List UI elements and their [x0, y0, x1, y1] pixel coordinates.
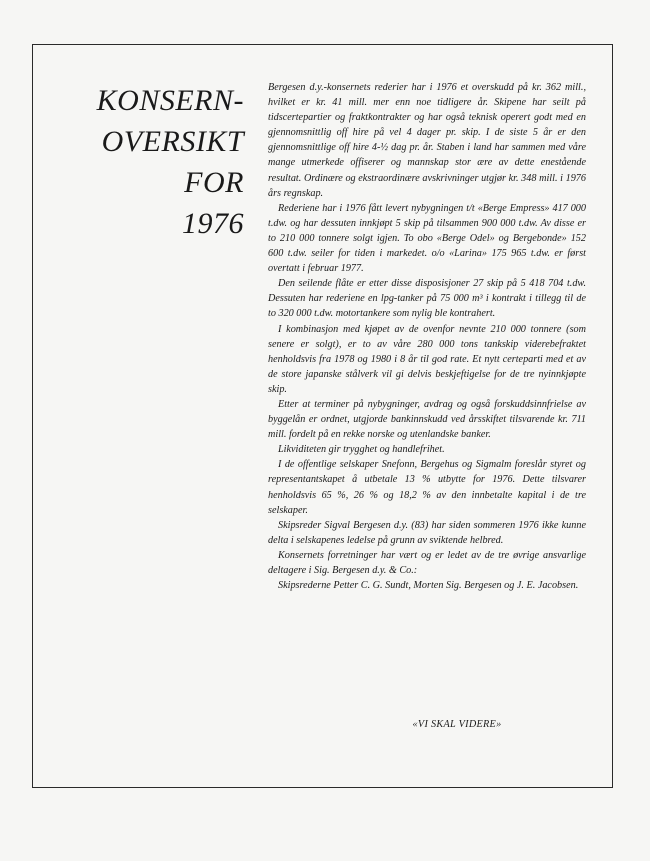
heading-line-3: FOR — [184, 166, 244, 199]
paragraph-owner-health: Skipsreder Sigval Bergesen d.y. (83) har siden sommeren 1976 ikke kunne delta i selskapenes ledelse på grunn av sviktende helbred. — [268, 519, 586, 546]
paragraph-shipowners: Skipsrederne Petter C. G. Sundt, Morten Sig. Bergesen og J. E. Jacobsen. — [278, 580, 579, 592]
paragraph-results: Bergesen d.y.-konsernets rederier har i 1976 et overskudd på kr. 362 mill., hvilket er kr. 41 mill. mer enn noe tidligere år. Skipene har seilt på tidscertepartier og fraktkontrakter og har også teknisk operert godt med en gjennomsnittlig off hire på vel 4 dager pr. skip. I de siste 5 år er den gjennomsnittlige off hire 4-½ dag pr. år. Staben i land har sammen med våre mange utmerkede offiserer og mannskap stor ære av dette enestående resultat. Ordinære og ekstraordinære avskrivninger utgjør kr. 348 mill. i 1976 års regnskap. — [268, 82, 586, 199]
body-text — [268, 80, 586, 593]
heading-line-1: KONSERN- — [96, 84, 244, 117]
heading-line-4: 1976 — [182, 207, 244, 240]
paragraph-liquidity: Likviditeten gir trygghet og handlefrihet. — [278, 444, 445, 456]
paragraph-management: Konsernets forretninger har vært og er ledet av de tre øvrige ansvarlige deltagere i Sig. Bergesen d.y. & Co.: — [268, 549, 586, 576]
motto: «VI SKAL VIDERE» — [412, 719, 502, 730]
paragraph-dividends: I de offentlige selskaper Snefonn, Bergehus og Sigmalm foreslår styret og representantskapet å utbetale 13 % utbytte for 1976. Dette tilsvarer henholdsvis 65 %, 26 % og 18,2 % av den innbetalte kapital i de tre selskaper. — [268, 459, 586, 516]
section-heading — [54, 80, 244, 244]
paragraph-charters: I kombinasjon med kjøpet av de ovenfor nevnte 210 000 tonnere (som senere er solgt), er to av våre 280 000 tons tankskip viderebefraktet henholdsvis fra 1978 og 1980 i 8 år til god rate. Et nytt certeparti med et av de store japanske stålverk vil gi delvis beskjeftigelse for de tre nyinnkjøpte skip. — [268, 323, 586, 395]
heading-line-2: OVERSIKT — [101, 125, 244, 158]
paragraph-fleet-acquisitions: Rederiene har i 1976 fått levert nybygningen t/t «Berge Empress» 417 000 t.dw. og har dessuten innkjøpt 5 skip på tilsammen 900 000 t.dw. Av disse er to 210 000 tonnere solgt igjen. To obo «Berge Odel» og Bergebonde» 152 600 t.dw. seiler for tiden i markedet. o/o «Larina» 175 965 t.dw. er først overtatt i februar 1977. — [268, 202, 586, 275]
paragraph-bank-deposits: Etter at terminer på nybygninger, avdrag og også forskuddsinnfrielse av byggelån er ordnet, utgjorde bankinnskudd ved årsskiftet tilsvarende kr. 711 mill. fordelt på en rekke norske og utenlandske banker. — [268, 398, 586, 441]
paragraph-fleet-size: Den seilende flåte er etter disse disposisjoner 27 skip på 5 418 704 t.dw. Dessuten har rederiene en lpg-tanker på 75 000 m³ i kontrakt i tillegg til de to 320 000 t.dw. motortankere som nylig ble kontrahert. — [268, 278, 586, 320]
